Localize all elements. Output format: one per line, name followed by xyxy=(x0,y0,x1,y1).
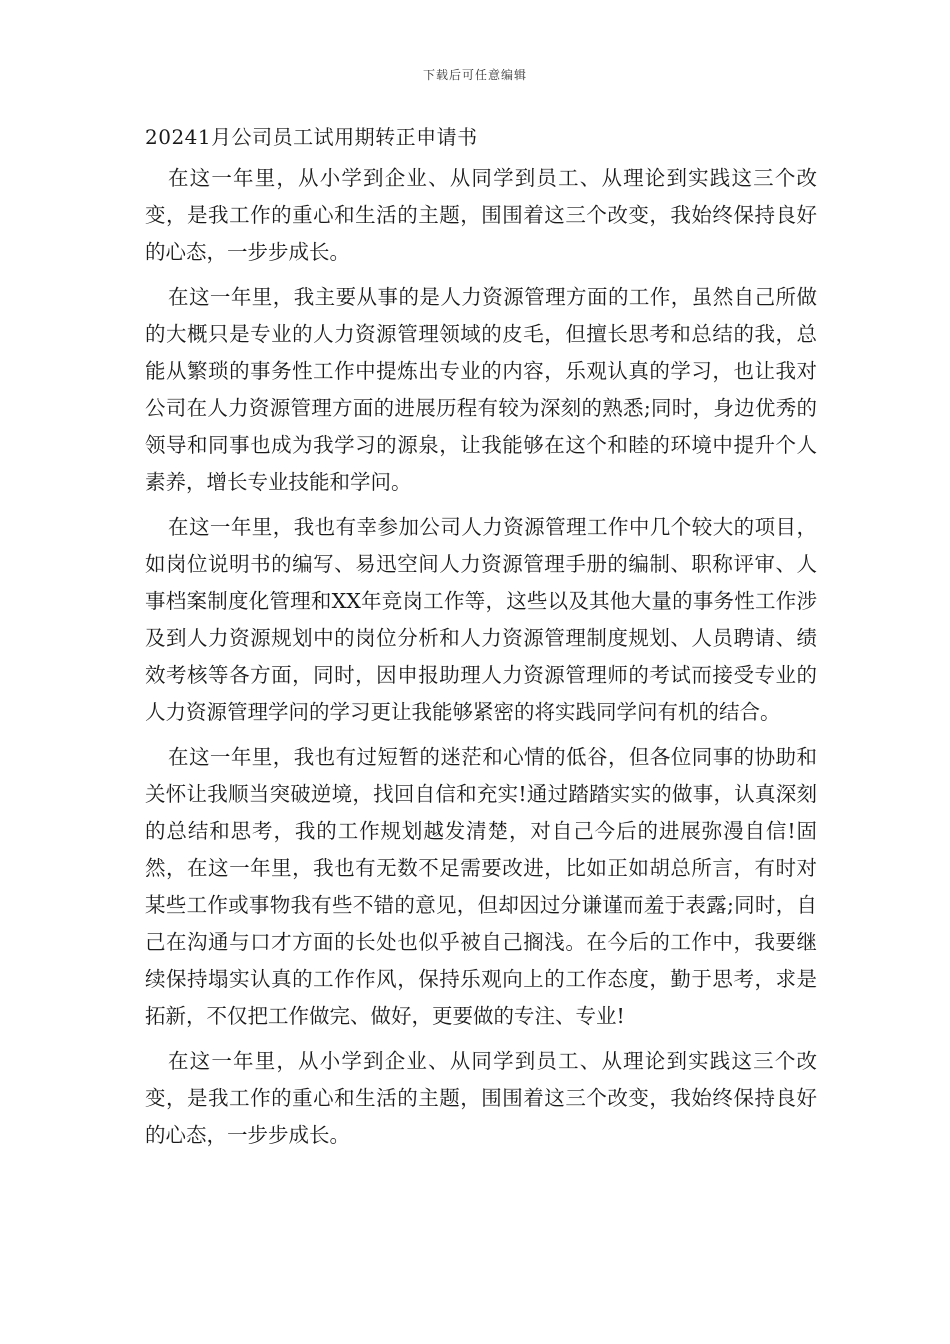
paragraph-2: 在这一年里，我主要从事的是人力资源管理方面的工作，虽然自己所做的大概只是专业的人力资源管理领域的皮毛，但擅长思考和总结的我，总能从繁琐的事务性工作中提炼出专业的内容，乐观认真的学习，也让我对公司在人力资源管理方面的进展历程有较为深刻的熟悉;同时，身边优秀的领导和同事也成为我学习的源泉，让我能够在这个和睦的环境中提升个人素养，增长专业技能和学问。 xyxy=(145,285,817,494)
document-body xyxy=(145,118,817,1162)
paragraph-3: 在这一年里，我也有幸参加公司人力资源管理工作中几个较大的项目，如岗位说明书的编写、易迅空间人力资源管理手册的编制、职称评审、人事档案制度化管理和XX年竞岗工作等，这些以及其他大量的事务性工作涉及到人力资源规划中的岗位分析和人力资源管理制度规划、人员聘请、绩效考核等各方面，同时，因申报助理人力资源管理师的考试而接受专业的人力资源管理学问的学习更让我能够紧密的将实践同学问有机的结合。 xyxy=(145,515,817,724)
paragraph-5: 在这一年里，从小学到企业、从同学到员工、从理论到实践这三个改变，是我工作的重心和生活的主题，围围着这三个改变，我始终保持良好的心态，一步步成长。 xyxy=(145,1049,817,1147)
paragraph-4: 在这一年里，我也有过短暂的迷茫和心情的低谷，但各位同事的协助和关怀让我顺当突破逆境，找回自信和充实!通过踏踏实实的做事，认真深刻的总结和思考，我的工作规划越发清楚，对自己今后的进展弥漫自信!固然，在这一年里，我也有无数不足需要改进，比如正如胡总所言，有时对某些工作或事物我有些不错的意见，但却因过分谦谨而羞于表露;同时，自己在沟通与口才方面的长处也似乎被自己搁浅。在今后的工作中，我要继续保持塌实认真的工作作风，保持乐观向上的工作态度，勤于思考，求是拓新，不仅把工作做完、做好，更要做的专注、专业! xyxy=(145,745,817,1028)
paragraph-1: 在这一年里，从小学到企业、从同学到员工、从理论到实践这三个改变，是我工作的重心和生活的主题，围围着这三个改变，我始终保持良好的心态，一步步成长。 xyxy=(145,166,817,264)
header-note: 下载后可任意编辑 xyxy=(422,68,527,82)
document-title: 20241月公司员工试用期转正申请书 xyxy=(145,125,478,149)
